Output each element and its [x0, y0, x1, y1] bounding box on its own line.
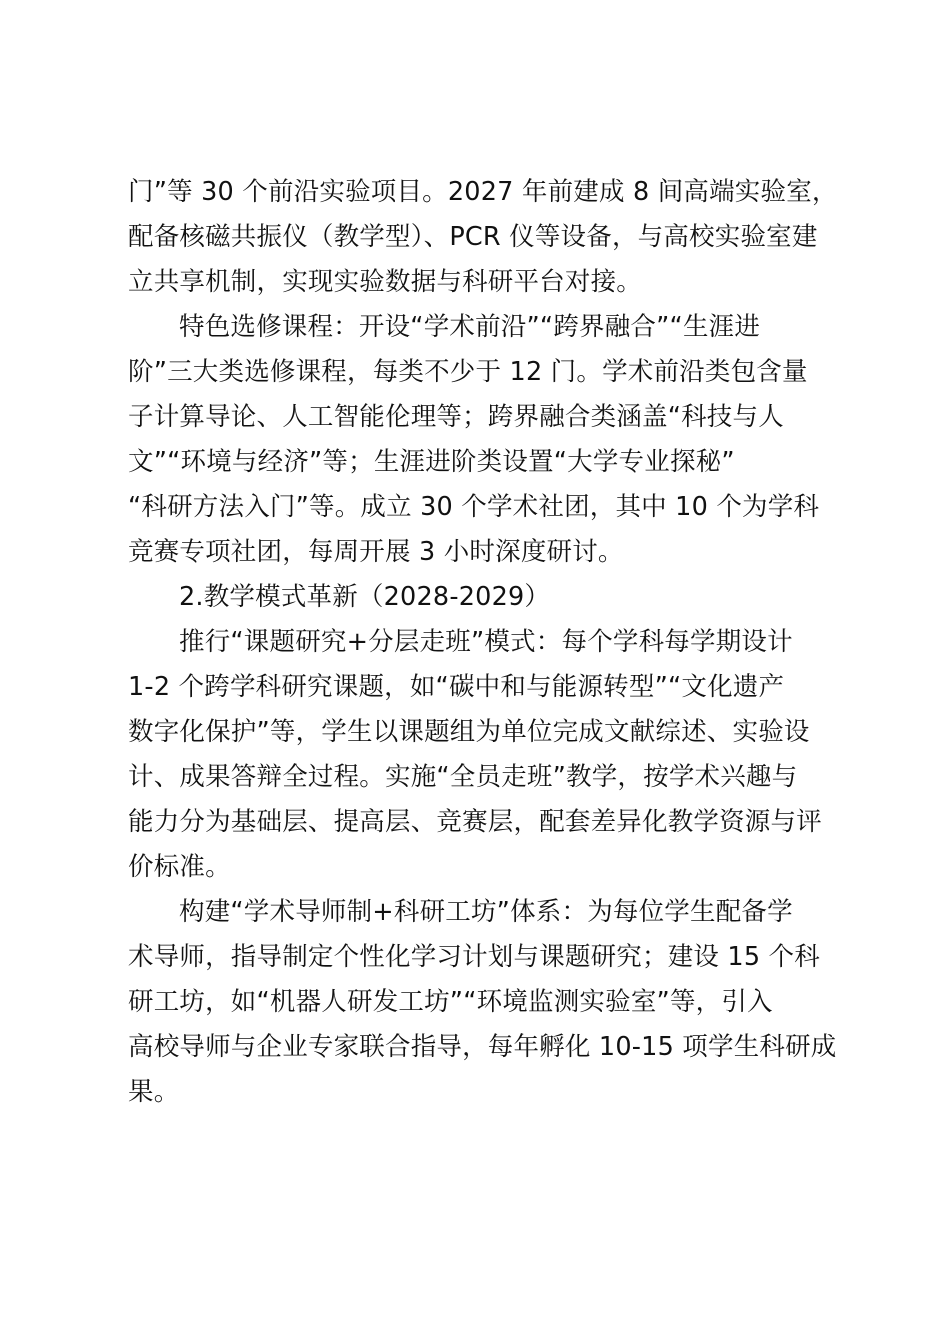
- text-line: 高校导师与企业专家联合指导，每年孵化 10-15 项学生科研成: [128, 1032, 837, 1062]
- text-line: 子计算导论、人工智能伦理等；跨界融合类涵盖“科技与人: [128, 402, 784, 432]
- text-line: 构建“学术导师制+科研工坊”体系：为每位学生配备学: [179, 897, 793, 927]
- text-line: 推行“课题研究+分层走班”模式：每个学科每学期设计: [179, 627, 793, 657]
- document-body: [128, 170, 838, 1115]
- text-line: 1-2 个跨学科研究课题，如“碳中和与能源转型”“文化遗产: [128, 672, 785, 702]
- text-line: 特色选修课程：开设“学术前沿”“跨界融合”“生涯进: [179, 312, 761, 342]
- text-line: “科研方法入门”等。成立 30 个学术社团，其中 10 个为学科: [128, 492, 820, 522]
- text-line: 研工坊，如“机器人研发工坊”“环境监测实验室”等，引入: [128, 987, 773, 1017]
- text-line: 数字化保护”等，学生以课题组为单位完成文献综述、实验设: [128, 717, 810, 747]
- text-line: 立共享机制，实现实验数据与科研平台对接。: [128, 267, 643, 297]
- text-line: 计、成果答辩全过程。实施“全员走班”教学，按学术兴趣与: [128, 762, 798, 792]
- text-line: 价标准。: [128, 852, 231, 882]
- text-line: 果。: [128, 1077, 180, 1107]
- text-line: 配备核磁共振仪（教学型）、PCR 仪等设备，与高校实验室建: [128, 222, 818, 252]
- document-page: [128, 170, 838, 1115]
- text-line: 门”等 30 个前沿实验项目。2027 年前建成 8 间高端实验室，: [128, 177, 838, 207]
- text-line: 能力分为基础层、提高层、竞赛层，配套差异化教学资源与评: [128, 807, 822, 837]
- text-line: 2.教学模式革新（2028-2029）: [179, 582, 551, 612]
- text-line: 文”“环境与经济”等；生涯进阶类设置“大学专业探秘”: [128, 447, 735, 477]
- text-line: 竞赛专项社团，每周开展 3 小时深度研讨。: [128, 537, 624, 567]
- text-line: 阶”三大类选修课程，每类不少于 12 门。学术前沿类包含量: [128, 357, 808, 387]
- text-line: 术导师，指导制定个性化学习计划与课题研究；建设 15 个科: [128, 942, 820, 972]
